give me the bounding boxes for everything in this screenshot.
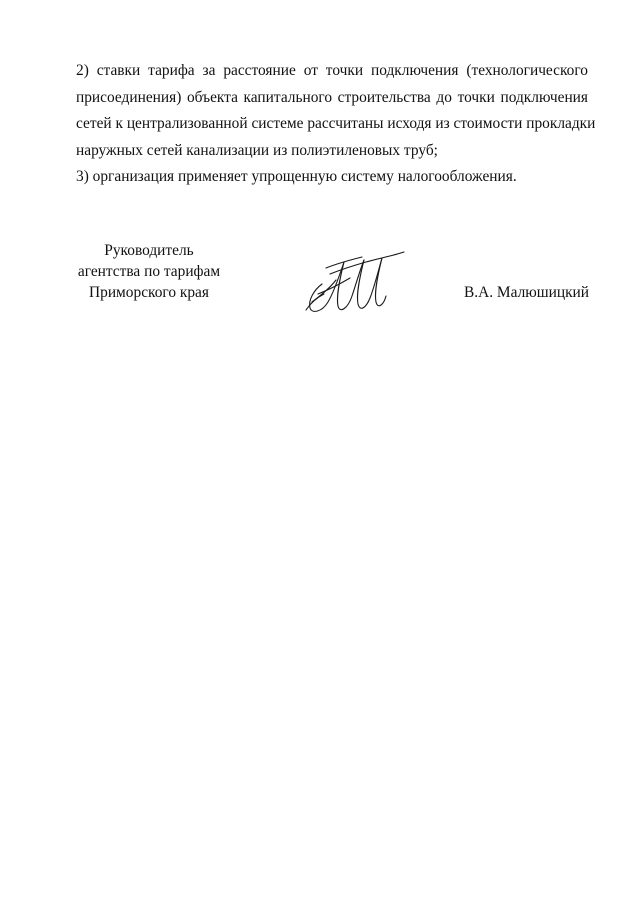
paragraph-item-3 [76,164,588,191]
paragraph-line: 2) ставки тарифа за расстояние от точки подключения (технологического [76,62,588,79]
position-line: Руководитель [104,242,194,259]
paragraph-line: присоединения) объекта капитального строительства до точки подключения [76,88,588,106]
paragraph-item-2 [76,58,596,164]
document-body [76,58,596,191]
paragraph-line: наружных сетей канализации из полиэтиленовых труб; [76,141,438,159]
signer-name: В.А. Малюшицкий [464,284,590,301]
paragraph-line: 3) организация применяет упрощенную систему налогообложения. [76,168,517,185]
signatory-position [64,240,234,303]
position-line: Приморского края [89,284,209,301]
position-line: агентства по тарифам [77,263,221,280]
handwritten-signature [300,244,410,318]
paragraph-line: сетей к централизованной системе рассчитаны исходя из стоимости прокладки [76,115,596,132]
